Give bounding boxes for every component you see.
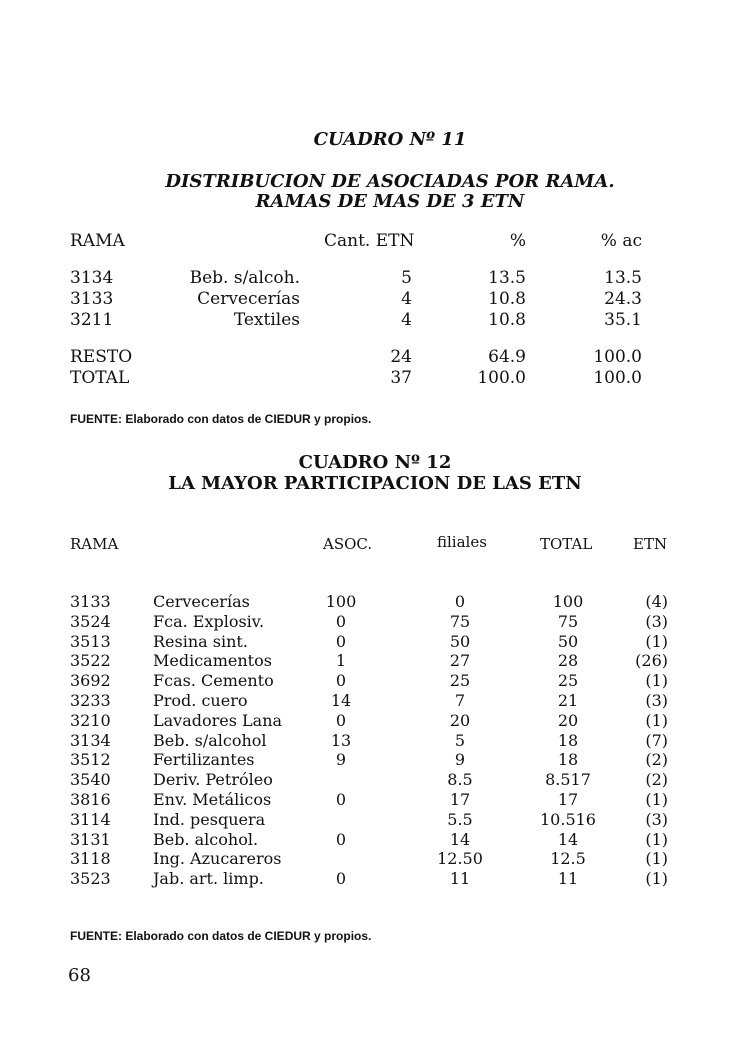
table11-cell-name: Cervecerías: [197, 289, 300, 309]
table12-cell-filiales: 5.5: [447, 809, 473, 829]
table11-cell-name: Textiles: [233, 310, 300, 330]
table12-cell-name: Ind. pesquera: [153, 809, 266, 829]
table11-subtitle-2: RAMAS DE MAS DE 3 ETN: [255, 191, 525, 212]
table11-total-label: RESTO: [70, 347, 133, 367]
table12-cell-total: 18: [557, 730, 579, 750]
table12-cell-total: 75: [557, 611, 579, 631]
table12-cell-etn: (1): [645, 790, 668, 809]
table12-cell-total: 14: [557, 829, 579, 849]
table12-cell-code: 3523: [70, 869, 111, 889]
table12-cell-total: 28: [557, 651, 579, 671]
table12-cell-name: Ing. Azucareros: [153, 849, 282, 869]
table11-source: FUENTE: Elaborado con datos de CIEDUR y propios.: [70, 412, 372, 426]
table12-cell-code: 3816: [70, 790, 111, 809]
table12-cell-name: Beb. alcohol.: [153, 829, 259, 849]
table12-cell-code: 3692: [70, 671, 111, 691]
table12-cell-asoc: 9: [335, 750, 347, 770]
table12-cell-asoc: 0: [335, 829, 347, 849]
table12-cell-filiales: 17: [449, 790, 471, 809]
table12-cell-asoc: 13: [330, 730, 352, 750]
table11-cell-code: 3211: [70, 310, 114, 330]
table12-cell-code: 3540: [70, 770, 111, 790]
table12-cell-name: Deriv. Petróleo: [153, 770, 273, 790]
table12-cell-code: 3513: [70, 631, 111, 651]
table12-cell-name: Cervecerías: [153, 592, 250, 611]
table12-cell-total: 20: [557, 710, 579, 730]
table11-total-cant: 37: [390, 368, 412, 388]
table12-cell-asoc: 100: [325, 592, 357, 611]
table11-total-label: TOTAL: [70, 368, 130, 388]
table12-cell-name: Lavadores Lana: [153, 710, 283, 730]
table12-cell-filiales: 14: [449, 829, 471, 849]
table12-cell-filiales: 8.5: [447, 770, 473, 790]
table12-cell-name: Jab. art. limp.: [153, 869, 264, 889]
table12-cell-code: 3118: [70, 849, 111, 869]
table12-cell-etn: (3): [645, 691, 668, 710]
table12-cell-filiales: 11: [449, 869, 471, 889]
table11-cell-ac: 24.3: [604, 289, 642, 309]
table11-total-pct: 100.0: [477, 368, 526, 388]
table12-cell-name: Prod. cuero: [153, 691, 248, 710]
table12-cell-asoc: 0: [335, 710, 347, 730]
table11-subtitle-1: DISTRIBUCION DE ASOCIADAS POR RAMA.: [165, 171, 615, 192]
table12-cell-total: 10.516: [540, 809, 596, 829]
table12-cell-asoc: 14: [330, 691, 352, 710]
table12-cell-code: 3524: [70, 611, 111, 631]
table11-cell-code: 3133: [70, 289, 114, 309]
table11-total-ac: 100.0: [593, 347, 642, 367]
table12-cell-asoc: 0: [335, 611, 347, 631]
table11-cell-pct: 10.8: [488, 289, 526, 309]
table12-cell-total: 11: [557, 869, 579, 889]
table12-cell-name: Fca. Explosiv.: [153, 611, 265, 631]
table12-title: CUADRO Nº 12: [298, 452, 452, 473]
table12-cell-etn: (1): [645, 849, 668, 869]
table12-cell-filiales: 9: [454, 750, 466, 770]
table12-cell-filiales: 5: [454, 730, 466, 750]
table11-title: CUADRO Nº 11: [313, 129, 467, 150]
table12-cell-filiales: 25: [449, 671, 471, 691]
table12-cell-code: 3134: [70, 730, 111, 750]
table12-cell-total: 17: [557, 790, 579, 809]
table12-cell-total: 8.517: [545, 770, 591, 790]
table12-cell-etn: (7): [645, 730, 668, 750]
table12-cell-asoc: 0: [335, 790, 347, 809]
table12-cell-filiales: 50: [449, 631, 471, 651]
table11-cell-cant: 4: [401, 289, 412, 309]
table12-cell-total: 21: [557, 691, 579, 710]
table12-source: FUENTE: Elaborado con datos de CIEDUR y propios.: [70, 929, 372, 943]
table11-cell-ac: 13.5: [604, 268, 642, 288]
table12-cell-etn: (1): [645, 671, 668, 691]
table11-cell-pct: 13.5: [488, 268, 526, 288]
table12-cell-etn: (3): [645, 611, 668, 631]
table11-total-ac: 100.0: [593, 368, 642, 388]
table12-cell-total: 100: [552, 592, 584, 611]
table12-cell-name: Fcas. Cemento: [153, 671, 274, 691]
table12-cell-etn: (1): [645, 869, 668, 889]
table12-cell-etn: (2): [645, 750, 668, 770]
table12-cell-total: 12.5: [550, 849, 586, 869]
table12-header-etn: ETN: [633, 535, 668, 553]
table11-header-ac: % ac: [600, 231, 642, 251]
table11-total-pct: 64.9: [488, 347, 526, 367]
table12-cell-asoc: 1: [335, 651, 347, 671]
table12-cell-filiales: 12.50: [437, 849, 483, 869]
table12-cell-code: 3133: [70, 592, 111, 611]
table12-cell-etn: (1): [645, 710, 668, 730]
table12-cell-name: Medicamentos: [153, 651, 272, 671]
table12-cell-asoc: 0: [335, 631, 347, 651]
table12-cell-filiales: 7: [454, 691, 466, 710]
table12-cell-code: 3233: [70, 691, 111, 710]
table12-cell-code: 3131: [70, 829, 111, 849]
table12-header-rama: RAMA: [70, 535, 119, 553]
table12-cell-filiales: 27: [449, 651, 471, 671]
table11-total-cant: 24: [390, 347, 412, 367]
table12-cell-filiales: 0: [454, 592, 466, 611]
table11-cell-ac: 35.1: [604, 310, 642, 330]
table12-cell-asoc: 0: [335, 869, 347, 889]
table12-cell-etn: (2): [645, 770, 668, 790]
table12-cell-code: 3512: [70, 750, 111, 770]
table12-cell-name: Beb. s/alcohol: [153, 730, 267, 750]
table12-cell-code: 3522: [70, 651, 111, 671]
table11-header-pct: %: [509, 231, 526, 251]
table12-header-asoc: ASOC.: [323, 535, 373, 553]
table12-cell-code: 3210: [70, 710, 111, 730]
table11-header-rama: RAMA: [70, 231, 125, 251]
table12-cell-total: 25: [557, 671, 579, 691]
table12-header-filiales: filiales: [437, 533, 487, 551]
table12-cell-code: 3114: [70, 809, 111, 829]
table12-cell-asoc: 0: [335, 671, 347, 691]
table12-cell-etn: (26): [635, 651, 668, 671]
table11-header-cant: Cant. ETN: [324, 231, 415, 251]
table12-subtitle: LA MAYOR PARTICIPACION DE LAS ETN: [168, 473, 582, 494]
table12-cell-etn: (4): [645, 592, 668, 611]
table12-cell-filiales: 75: [449, 611, 471, 631]
table12-cell-name: Fertilizantes: [153, 750, 255, 770]
table12-cell-name: Resina sint.: [153, 631, 248, 651]
table12-cell-filiales: 20: [449, 710, 471, 730]
table12-cell-etn: (1): [645, 829, 668, 849]
table11-cell-pct: 10.8: [488, 310, 526, 330]
table11-cell-code: 3134: [70, 268, 114, 288]
table11-cell-name: Beb. s/alcoh.: [189, 268, 300, 288]
table12-header-total: TOTAL: [540, 535, 593, 553]
table12-cell-etn: (1): [645, 631, 668, 651]
table12-cell-name: Env. Metálicos: [153, 790, 272, 809]
page-number: 68: [68, 965, 91, 986]
table12-cell-total: 18: [557, 750, 579, 770]
table11-cell-cant: 5: [401, 268, 412, 288]
table12-cell-etn: (3): [645, 809, 668, 829]
table12-cell-total: 50: [557, 631, 579, 651]
table11-cell-cant: 4: [401, 310, 412, 330]
